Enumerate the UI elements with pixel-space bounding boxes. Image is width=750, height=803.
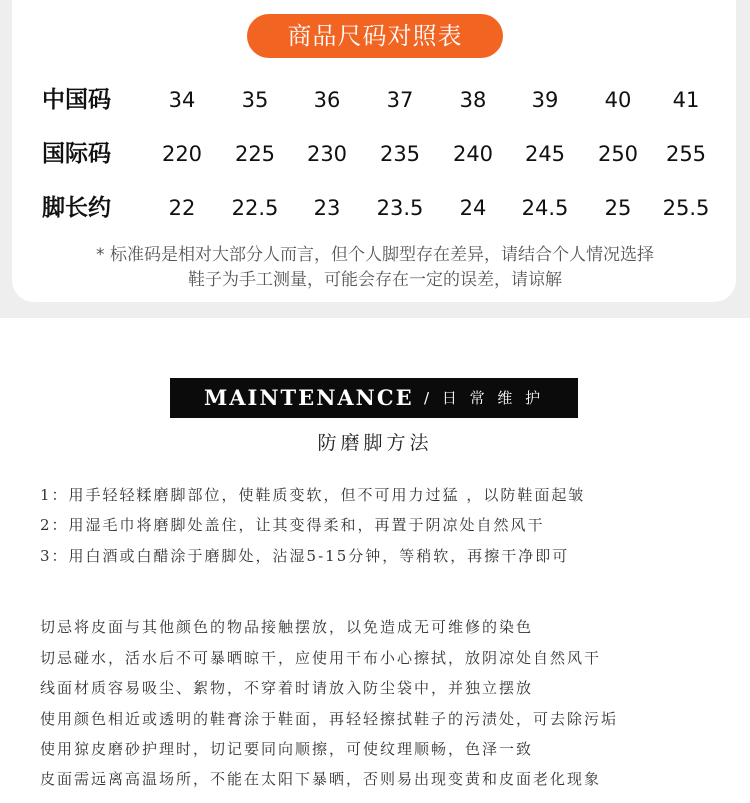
size-cell: 38 <box>459 88 487 112</box>
size-cell: 39 <box>531 88 559 112</box>
size-cell: 230 <box>306 142 348 166</box>
size-cell: 35 <box>241 88 269 112</box>
row-label: 国际码 <box>42 141 111 167</box>
size-cell: 240 <box>452 142 494 166</box>
size-cell: 41 <box>672 88 700 112</box>
maintenance-title-cn: / 日 常 维 护 <box>424 389 545 407</box>
size-cell: 250 <box>597 142 639 166</box>
size-row-china <box>0 82 750 118</box>
size-cell: 225 <box>234 142 276 166</box>
row-label: 脚长约 <box>42 195 111 221</box>
anti-blister-heading: 防磨脚方法 <box>317 432 433 454</box>
size-cell: 220 <box>161 142 203 166</box>
care-tip: 使用颜色相近或透明的鞋膏涂于鞋面，再轻轻擦拭鞋子的污渍处，可去除污垢 <box>40 710 619 728</box>
size-cell: 36 <box>313 88 341 112</box>
size-cell: 24 <box>459 196 487 220</box>
maintenance-title-en: MAINTENANCE <box>204 385 414 410</box>
row-label: 中国码 <box>42 87 111 113</box>
size-cell: 23.5 <box>376 196 424 220</box>
size-row-international <box>0 136 750 172</box>
method-step: 3：用白酒或白醋涂于磨脚处，沾湿5-15分钟，等稍软，再擦干净即可 <box>40 547 570 565</box>
size-note-line-1: * 标准码是相对大部分人而言，但个人脚型存在差异，请结合个人情况选择 <box>96 245 654 265</box>
size-row-foot-length <box>0 190 750 226</box>
care-tip: 线面材质容易吸尘、絮物，不穿着时请放入防尘袋中，并独立摆放 <box>40 679 534 697</box>
size-cell: 34 <box>168 88 196 112</box>
size-cell: 37 <box>386 88 414 112</box>
size-cell: 23 <box>313 196 341 220</box>
size-cell: 25.5 <box>662 196 710 220</box>
size-cell: 255 <box>665 142 707 166</box>
care-tip: 切忌将皮面与其他颜色的物品接触摆放，以免造成无可维修的染色 <box>40 618 534 636</box>
size-chart-title: 商品尺码对照表 <box>247 14 503 58</box>
method-step: 1：用手轻轻糅磨脚部位，使鞋质变软，但不可用力过猛 ，以防鞋面起皱 <box>40 486 586 504</box>
care-tip: 使用猄皮磨砂护理时，切记要同向顺擦，可使纹理顺畅，色泽一致 <box>40 740 534 758</box>
maintenance-banner <box>170 378 578 418</box>
size-cell: 40 <box>604 88 632 112</box>
method-step: 2：用湿毛巾将磨脚处盖住，让其变得柔和，再置于阴凉处自然风干 <box>40 516 545 534</box>
care-tip: 皮面需远离高温场所，不能在太阳下暴晒，否则易出现变黄和皮面老化现象 <box>40 770 602 788</box>
care-tip: 切忌碰水，活水后不可暴晒晾干，应使用干布小心擦拭，放阴凉处自然风干 <box>40 649 602 667</box>
size-cell: 235 <box>379 142 421 166</box>
size-cell: 245 <box>524 142 566 166</box>
size-cell: 22.5 <box>231 196 279 220</box>
size-cell: 24.5 <box>521 196 569 220</box>
size-note-line-2: 鞋子为手工测量，可能会存在一定的误差，请谅解 <box>188 270 562 290</box>
size-cell: 25 <box>604 196 632 220</box>
size-cell: 22 <box>168 196 196 220</box>
